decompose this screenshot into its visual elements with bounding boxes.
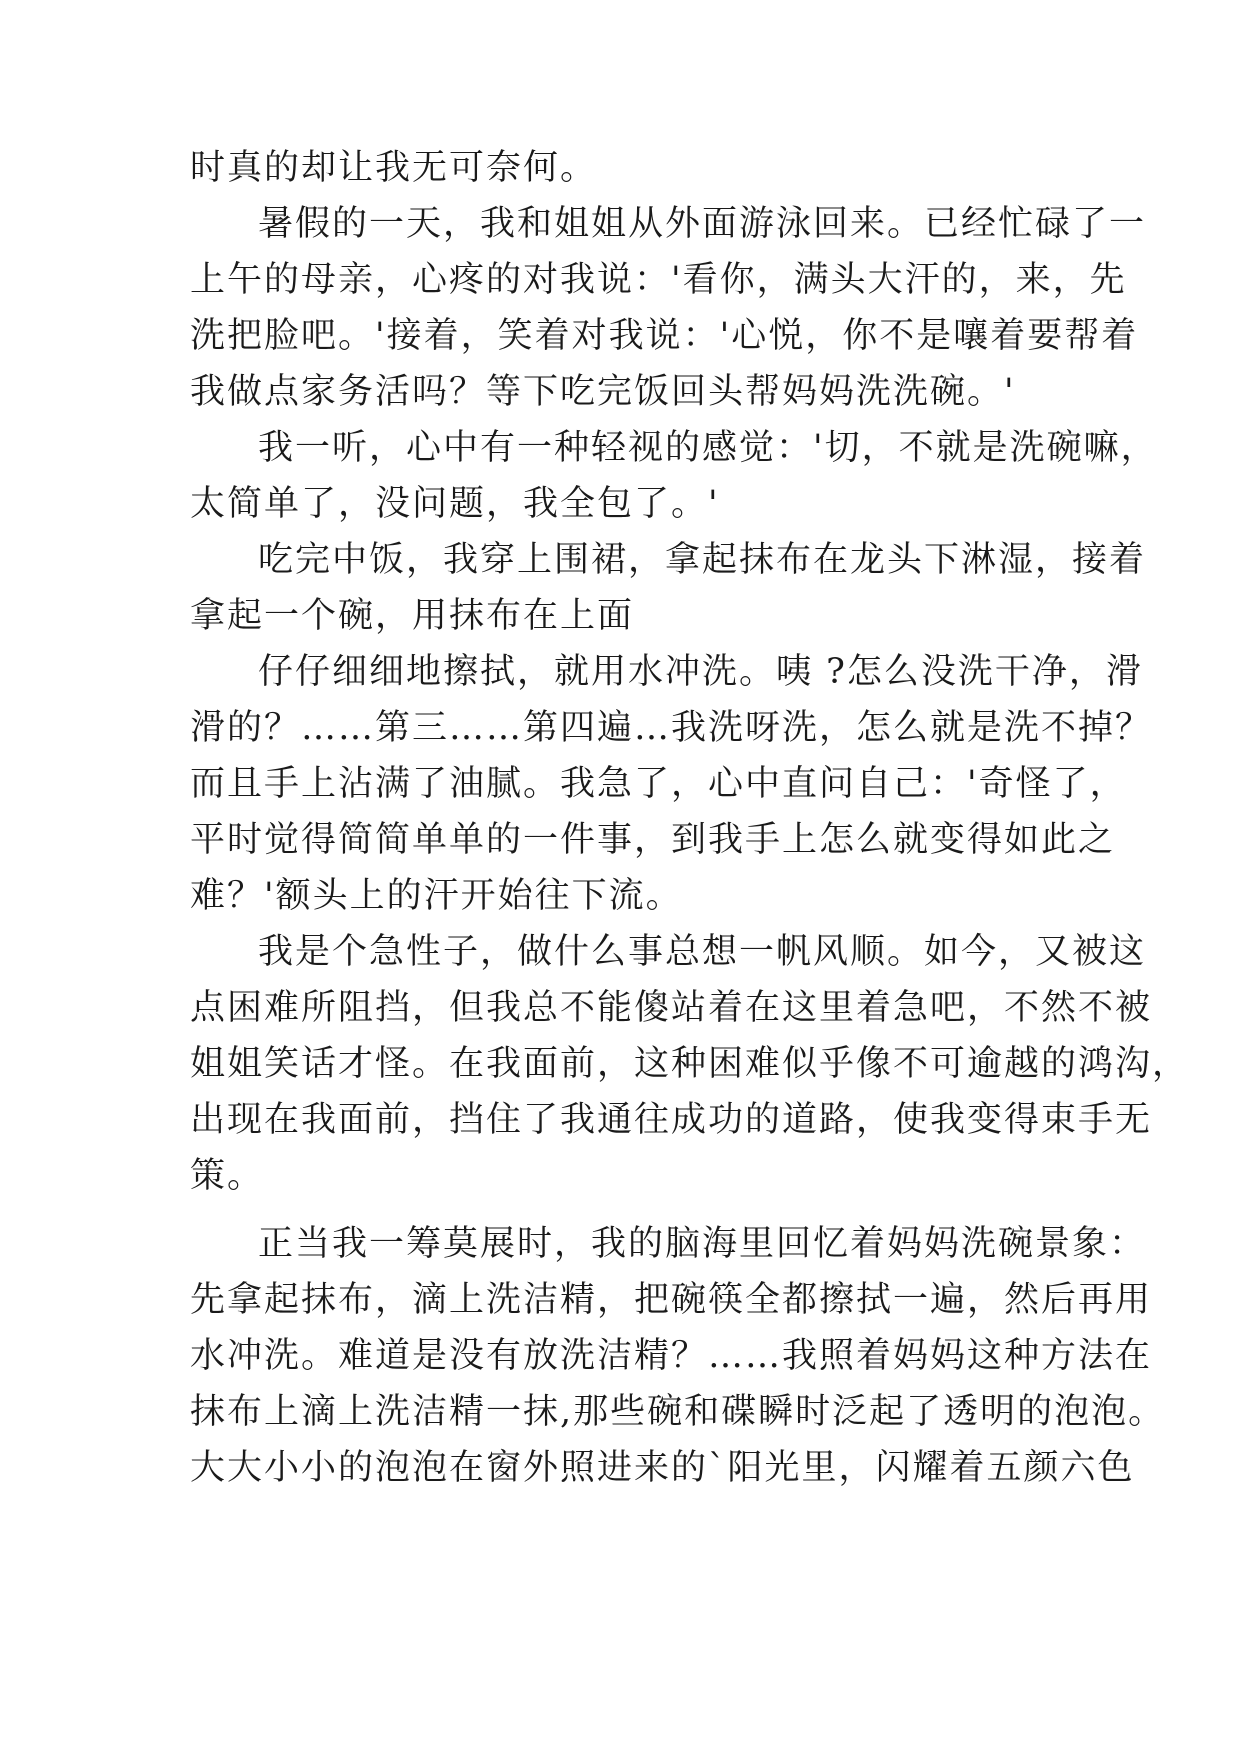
text-line: 太简单了，没问题，我全包了。' bbox=[190, 484, 720, 524]
text-line: 点困难所阻挡，但我总不能傻站着在这里着急吧，不然不被 bbox=[190, 988, 1153, 1028]
text-line: 洗把脸吧。'接着，笑着对我说：'心悦，你不是嚷着要帮着 bbox=[190, 316, 1139, 356]
text-line: 我一听，心中有一种轻视的感觉：'切，不就是洗碗嘛， bbox=[258, 428, 1158, 468]
text-line: 我是个急性子，做什么事总想一帆风顺。如今，又被这 bbox=[258, 932, 1147, 972]
text-line: 上午的母亲，心疼的对我说：'看你，满头大汗的，来，先 bbox=[190, 260, 1127, 300]
text-line: 仔仔细细地擦拭，就用水冲洗。咦 ?怎么没洗干净，滑 bbox=[258, 652, 1143, 692]
text-line: 难？'额头上的汗开始往下流。 bbox=[190, 876, 683, 916]
text-line: 滑的？……第三……第四遍…我洗呀洗，怎么就是洗不掉？ bbox=[190, 708, 1153, 748]
text-line: 吃完中饭，我穿上围裙，拿起抹布在龙头下淋湿，接着 bbox=[258, 540, 1147, 580]
text-line: 正当我一筹莫展时，我的脑海里回忆着妈妈洗碗景象： bbox=[258, 1224, 1147, 1264]
text-line: 平时觉得简简单单的一件事，到我手上怎么就变得如此之 bbox=[190, 820, 1116, 860]
text-line: 我做点家务活吗？等下吃完饭回头帮妈妈洗洗碗。' bbox=[190, 372, 1016, 412]
text-line: 而且手上沾满了油腻。我急了，心中直问自己：'奇怪了， bbox=[190, 764, 1127, 804]
text-line: 先拿起抹布，滴上洗洁精，把碗筷全都擦拭一遍，然后再用 bbox=[190, 1280, 1153, 1320]
text-line: 姐姐笑话才怪。在我面前，这种困难似乎像不可逾越的鸿沟， bbox=[190, 1044, 1190, 1084]
text-line: 水冲洗。难道是没有放洗洁精？……我照着妈妈这种方法在 bbox=[190, 1336, 1153, 1376]
text-line: 策。 bbox=[190, 1156, 265, 1196]
text-line: 大大小小的泡泡在窗外照进来的`阳光里，闪耀着五颜六色 bbox=[190, 1448, 1135, 1488]
text-line: 出现在我面前，挡住了我通往成功的道路，使我变得束手无 bbox=[190, 1100, 1153, 1140]
text-line: 拿起一个碗，用抹布在上面 bbox=[190, 596, 635, 636]
text-line: 暑假的一天，我和姐姐从外面游泳回来。已经忙碌了一 bbox=[258, 204, 1147, 244]
text-line: 抹布上滴上洗洁精一抹,那些碗和碟瞬时泛起了透明的泡泡。 bbox=[190, 1392, 1166, 1432]
text-line: 时真的却让我无可奈何。 bbox=[190, 148, 598, 188]
